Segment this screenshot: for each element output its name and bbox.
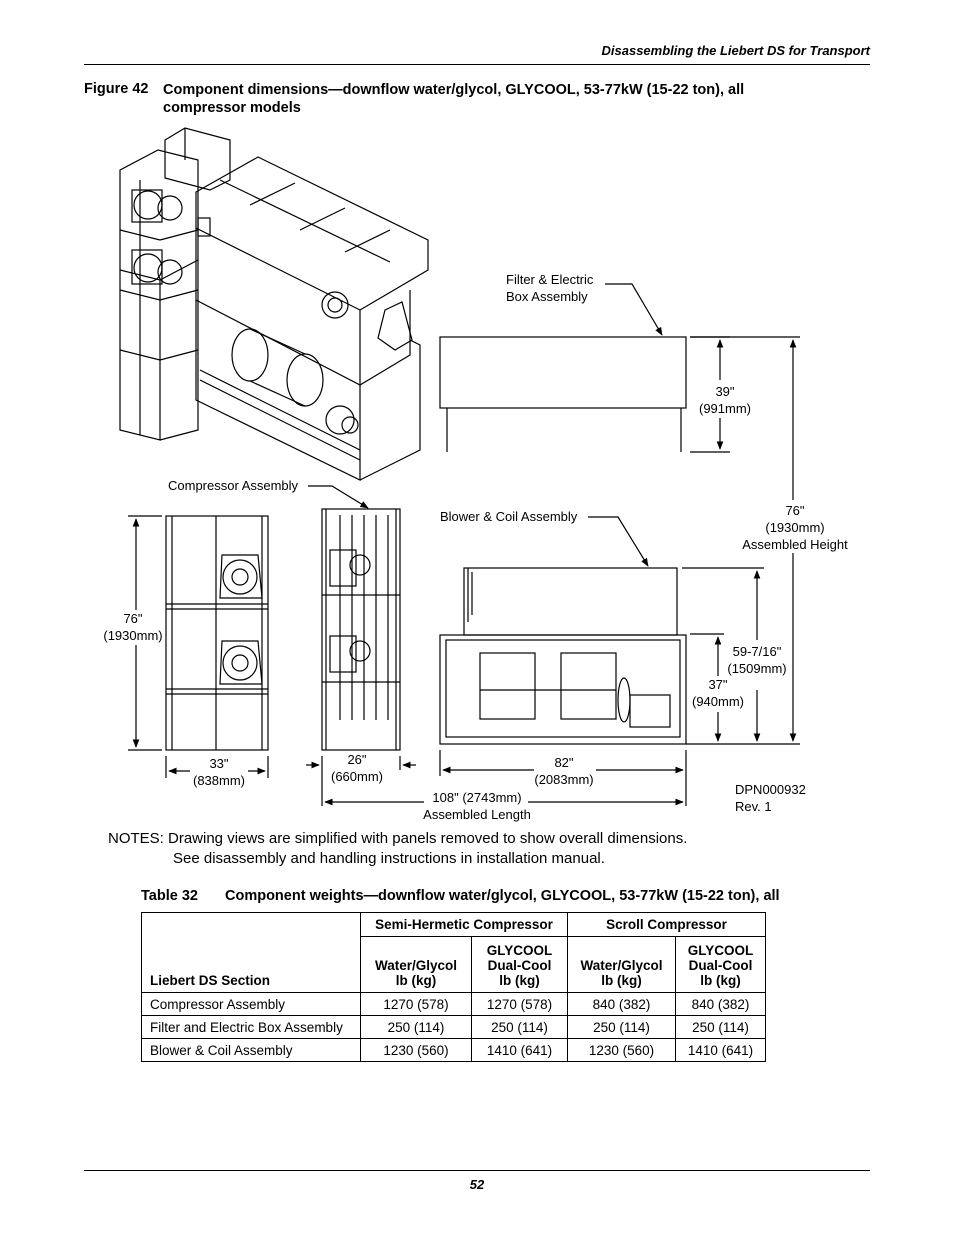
cell-value: 1230 (560) (568, 1039, 676, 1062)
cell-value: 1230 (560) (361, 1039, 472, 1062)
notes-line-1: NOTES: Drawing views are simplified with panels removed to show overall dimensions. (108, 830, 688, 847)
col-header-scroll-water-glycol: Water/Glycol lb (kg) (568, 937, 676, 993)
dim-assembled-length-2: Assembled Length (423, 807, 531, 822)
blower-coil-elevation (325, 517, 764, 806)
row-section-label: Filter and Electric Box Assembly (142, 1016, 361, 1039)
notes-line-2: See disassembly and handling instructions in installation manual. (173, 850, 605, 867)
dim-assembled-height-3: Assembled Height (742, 537, 848, 552)
callout-filter-box-2: Box Assembly (506, 289, 588, 304)
dim-blower-height-2: (1509mm) (727, 661, 787, 676)
dim-assembled-height-1: 76" (785, 503, 805, 518)
col-header-section: Liebert DS Section (142, 913, 361, 993)
compressor-front-elevation (128, 516, 268, 778)
dim-coil-height-1: 37" (708, 677, 728, 692)
callout-compressor: Compressor Assembly (168, 478, 299, 493)
group-header-scroll: Scroll Compressor (568, 913, 766, 937)
cell-value: 1270 (578) (472, 993, 568, 1016)
table-row (142, 1039, 766, 1062)
dim-comp-side-width-1: 26" (347, 752, 367, 767)
col-header-sh-glycool: GLYCOOL Dual-Cool lb (kg) (472, 937, 568, 993)
weights-table (141, 912, 766, 1062)
footer-rule (84, 1170, 870, 1171)
dim-blower-length-2: (2083mm) (534, 772, 594, 787)
dim-blower-height-1: 59-7/16" (732, 644, 782, 659)
dim-compressor-height-1: 76" (123, 611, 143, 626)
cell-value: 1410 (641) (676, 1039, 766, 1062)
row-section-label: Blower & Coil Assembly (142, 1039, 361, 1062)
group-header-semi-hermetic: Semi-Hermetic Compressor (361, 913, 568, 937)
callout-blower-coil: Blower & Coil Assembly (440, 509, 578, 524)
cell-value: 1410 (641) (472, 1039, 568, 1062)
cell-value: 840 (382) (568, 993, 676, 1016)
col-header-sh-water-glycol: Water/Glycol lb (kg) (361, 937, 472, 993)
page-number: 52 (469, 1177, 485, 1192)
cell-value: 250 (114) (361, 1016, 472, 1039)
col-header-scroll-glycool: GLYCOOL Dual-Cool lb (kg) (676, 937, 766, 993)
table-row (142, 993, 766, 1016)
table-title: Component weights—downflow water/glycol, GLYCOOL, 53-77kW (15-22 ton), all (225, 888, 780, 904)
dim-blower-length-1: 82" (554, 755, 574, 770)
table-label: Table 32 (141, 888, 198, 904)
dim-filter-height-1: 39" (715, 384, 735, 399)
table-row (142, 1016, 766, 1039)
cell-value: 250 (114) (472, 1016, 568, 1039)
dim-comp-front-width-2: (838mm) (192, 773, 246, 788)
cell-value: 1270 (578) (361, 993, 472, 1016)
dim-coil-height-2: (940mm) (691, 694, 745, 709)
drawing-number: DPN000932 (735, 782, 806, 797)
dim-filter-height-2: (991mm) (698, 401, 752, 416)
dim-assembled-height-2: (1930mm) (765, 520, 825, 535)
cell-value: 250 (114) (568, 1016, 676, 1039)
cell-value: 840 (382) (676, 993, 766, 1016)
dim-comp-front-width-1: 33" (209, 756, 229, 771)
isometric-unit-drawing (120, 128, 428, 480)
running-head: Disassembling the Liebert DS for Transport (601, 43, 870, 58)
figure-label: Figure 42 (84, 81, 149, 97)
dim-compressor-height-2: (1930mm) (103, 628, 163, 643)
cell-value: 250 (114) (676, 1016, 766, 1039)
drawing-revision: Rev. 1 (735, 799, 772, 814)
row-section-label: Compressor Assembly (142, 993, 361, 1016)
callout-filter-box-1: Filter & Electric (506, 272, 594, 287)
dim-comp-side-width-2: (660mm) (330, 769, 384, 784)
figure-title: Component dimensions—downflow water/glycol, GLYCOOL, 53-77kW (15-22 ton), all compressor models (163, 82, 745, 116)
dim-assembled-length-1: 108" (2743mm) (432, 790, 522, 805)
